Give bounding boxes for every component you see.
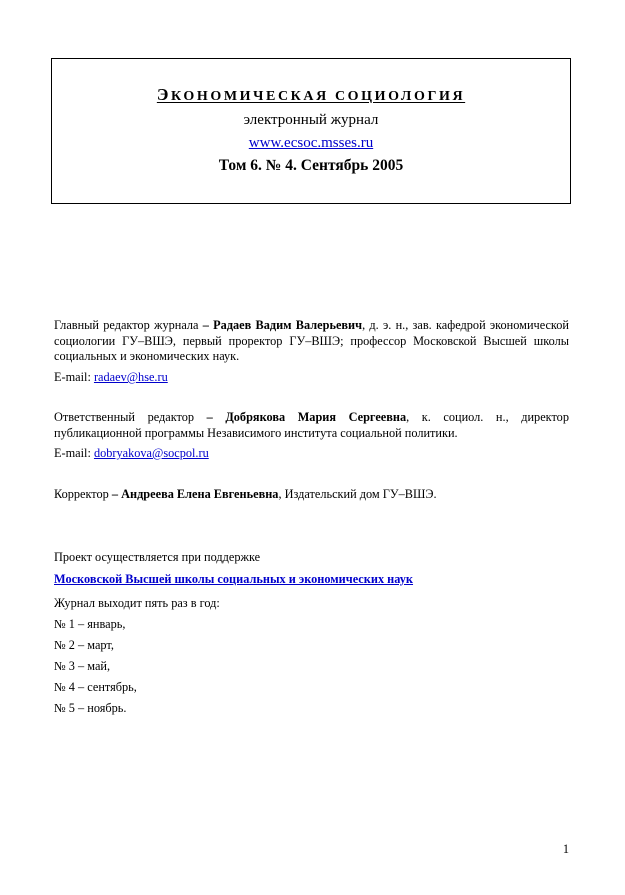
managing-editor-email-line: [54, 446, 209, 461]
chief-editor-email-link[interactable]: radaev@hse.ru: [93, 370, 168, 384]
support-text: Проект осуществляется при поддержке: [54, 550, 261, 564]
chief-editor-details: , д. э. н., зав. кафедрой экономической социологии ГУ–ВШЭ, первый проректор ГУ–ВШЭ; профессор Московской Высшей школы социальных и экономических наук.: [54, 318, 570, 363]
schedule-list: [54, 617, 137, 722]
journal-website-link[interactable]: www.ecsoc.msses.ru: [248, 135, 374, 151]
chief-editor-role: Главный редактор журнала: [54, 318, 199, 332]
chief-editor-email-line: [54, 370, 168, 385]
schedule-item: № 5 – ноябрь.: [54, 701, 127, 715]
journal-title-rest: КОНОМИЧЕСКАЯ СОЦИОЛОГИЯ: [170, 89, 466, 104]
schedule-item: № 3 – май,: [54, 659, 111, 673]
schedule-item: № 1 – январь,: [54, 617, 126, 631]
support-organization-link[interactable]: Московской Высшей школы социальных и экономических наук: [54, 572, 414, 586]
journal-subtitle: электронный журнал: [243, 112, 379, 128]
chief-editor-name: Радаев Вадим Валерьевич: [213, 318, 363, 332]
journal-title: [52, 85, 570, 105]
journal-header-box: [51, 58, 571, 204]
proofreader-details: , Издательский дом ГУ–ВШЭ.: [278, 487, 437, 501]
page-number: 1: [562, 842, 569, 856]
proofreader-paragraph: [54, 487, 569, 503]
journal-title-initial: Э: [156, 85, 171, 104]
managing-editor-paragraph: [54, 410, 569, 441]
chief-editor-dash: –: [198, 318, 214, 332]
schedule-intro: Журнал выходит пять раз в год:: [54, 596, 220, 610]
managing-editor-details: , к. социол. н., директор публикационной программы Независимого института социальной политики.: [54, 410, 569, 440]
chief-editor-email-label: E-mail:: [54, 370, 94, 384]
proofreader-dash: –: [108, 487, 122, 501]
issue-info: Том 6. № 4. Сентябрь 2005: [218, 157, 404, 174]
chief-editor-paragraph: [54, 318, 569, 365]
managing-editor-role: Ответственный редактор: [54, 410, 195, 424]
proofreader-name: Андреева Елена Евгеньевна: [121, 487, 279, 501]
managing-editor-email-link[interactable]: dobryakova@socpol.ru: [93, 446, 209, 460]
schedule-item: № 4 – сентябрь,: [54, 680, 137, 694]
managing-editor-name: Добрякова Мария Сергеевна: [225, 410, 407, 424]
managing-editor-email-label: E-mail:: [54, 446, 94, 460]
managing-editor-dash: –: [194, 410, 226, 424]
proofreader-role: Корректор: [54, 487, 109, 501]
schedule-item: № 2 – март,: [54, 638, 114, 652]
